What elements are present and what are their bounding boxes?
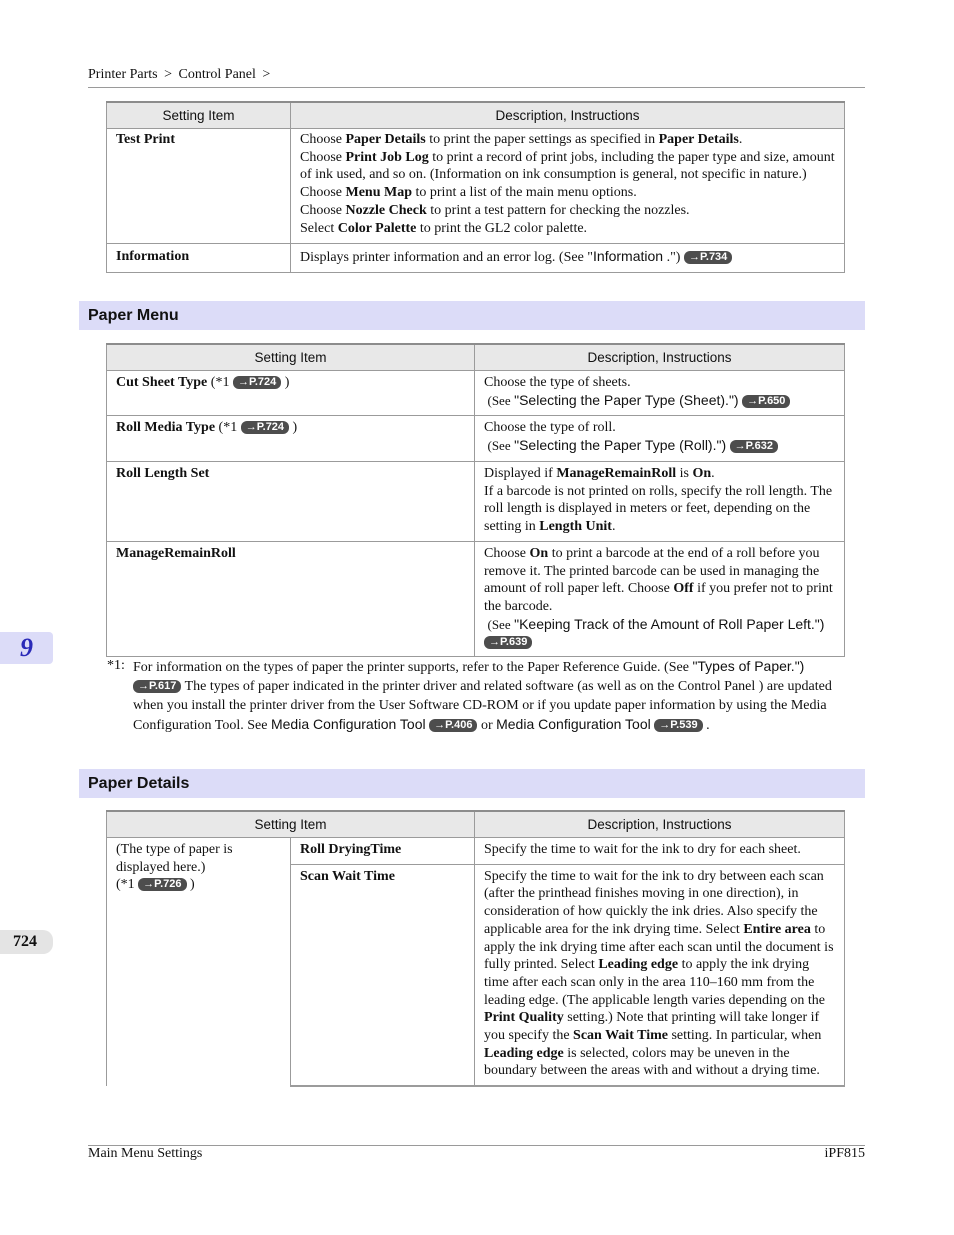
footer-section-title: Main Menu Settings (88, 1146, 203, 1161)
paper-menu-table (106, 343, 845, 657)
setting-description: Specify the time to wait for the ink to dry between each scan (after the printhead finishes moving in one direction), in consideration of how quickly the ink dries. Also specify the applicable area for the ink drying time. Select Entire area to apply the ink drying time after each scan until the document is fully printed. Select Leading edge to apply the ink drying time after each scan only in the area 110–160 mm from the leading edge. (The applicable length varies depending on the Print Quality setting.) Note that printing will take longer if you specify the Scan Wait Time setting. In particular, when Leading edge is selected, colors may be uneven in the boundary between the areas with and without a drying time. (475, 864, 845, 1086)
column-header: Setting Item (107, 344, 475, 371)
column-header: Description, Instructions (475, 811, 845, 838)
setting-item: Roll DryingTime (291, 838, 475, 865)
reference-link[interactable]: "Selecting the Paper Type (Sheet).") (514, 391, 739, 408)
setting-description: Specify the time to wait for the ink to dry for each sheet. (475, 838, 845, 865)
reference-link[interactable]: Information (593, 248, 664, 265)
page-reference-badge[interactable]: →P.632 (730, 440, 778, 453)
footer-divider (88, 1145, 865, 1146)
setting-item: Information (107, 244, 291, 273)
setting-description: Choose the type of roll. (See "Selecting the Paper Type (Roll).") →P.632 (475, 416, 845, 461)
column-header: Description, Instructions (475, 344, 845, 371)
table-header-row (107, 102, 845, 129)
table-row (107, 129, 845, 244)
setting-description (291, 129, 845, 244)
page-reference-badge[interactable]: →P.726 (138, 878, 186, 891)
header-divider (88, 87, 865, 88)
page-reference-badge[interactable]: →P.639 (484, 636, 532, 649)
breadcrumb-item[interactable]: Control Panel (178, 67, 256, 82)
setting-item: ManageRemainRoll (107, 541, 475, 656)
setting-item: Roll Media Type (*1 →P.724 ) (107, 416, 475, 461)
table-header-row (107, 811, 845, 838)
paper-details-table (106, 810, 845, 1087)
table-row (107, 838, 845, 865)
page-reference-badge[interactable]: →P.650 (742, 395, 790, 408)
description-line: Choose Nozzle Check to print a test pattern for checking the nozzles. (300, 202, 690, 218)
setting-item: Scan Wait Time (291, 864, 475, 1086)
footnote (107, 657, 847, 736)
setting-item: Cut Sheet Type (*1 →P.724 ) (107, 371, 475, 416)
chapter-tab[interactable]: 9 (0, 632, 53, 664)
description-line: Choose Print Job Log to print a record of print jobs, including the paper type and size, amount of ink used, and so on. (Information on ink consumption is general, not specific in nature.) (300, 149, 835, 183)
section-heading-paper-menu: Paper Menu (79, 301, 865, 330)
setting-description: Choose On to print a barcode at the end of a roll before you remove it. The printed barcode can be used in managing the amount of roll paper left. Choose Off if you prefer not to print the barcode. (See "Keeping Track of the Amount of Roll Paper Left.") →P.639 (475, 541, 845, 656)
paper-type-cell: (The type of paper is displayed here.) (*1 →P.726 ) (107, 838, 291, 1087)
breadcrumb (88, 67, 273, 83)
reference-link[interactable]: Media Configuration Tool (270, 716, 426, 733)
footnote-marker: *1: (107, 658, 125, 673)
breadcrumb-item[interactable]: Printer Parts (88, 67, 158, 82)
reference-link[interactable]: Media Configuration Tool (496, 716, 651, 733)
page-reference-badge[interactable]: →P.539 (654, 719, 702, 732)
description-line: Choose Menu Map to print a list of the main menu options. (300, 185, 637, 201)
column-header: Setting Item (107, 102, 291, 129)
table-row (107, 244, 845, 273)
reference-link[interactable]: "Keeping Track of the Amount of Roll Paper Left.") (514, 615, 825, 632)
description-line: Choose Paper Details to print the paper settings as specified in Paper Details. (300, 132, 743, 147)
reference-link[interactable]: "Selecting the Paper Type (Roll).") (514, 437, 727, 454)
settings-table (106, 101, 845, 273)
table-row (107, 461, 845, 541)
page-reference-badge[interactable]: →P.406 (429, 719, 477, 732)
breadcrumb-separator: > (164, 67, 173, 82)
description-line: Select Color Palette to print the GL2 color palette. (300, 220, 588, 236)
page-number-tab: 724 (0, 930, 53, 954)
reference-link[interactable]: "Types of Paper.") (692, 658, 805, 674)
column-header: Setting Item (107, 811, 475, 838)
page-reference-badge[interactable]: →P.724 (233, 376, 281, 389)
page-reference-badge[interactable]: →P.724 (241, 421, 289, 434)
section-heading-paper-details: Paper Details (79, 769, 865, 798)
page-reference-badge[interactable]: →P.734 (684, 251, 732, 264)
table-row (107, 541, 845, 656)
page-reference-badge[interactable]: →P.617 (133, 680, 181, 693)
table-row (107, 371, 845, 416)
setting-item: Roll Length Set (107, 461, 475, 541)
footer-model-name: iPF815 (824, 1146, 865, 1161)
breadcrumb-separator: > (262, 67, 271, 82)
table-row (107, 416, 845, 461)
setting-description: Displays printer information and an error log. (See "Information .") →P.734 (291, 244, 845, 273)
table-header-row (107, 344, 845, 371)
setting-item: Test Print (107, 129, 291, 244)
setting-description: Choose the type of sheets. (See "Selecting the Paper Type (Sheet).") →P.650 (475, 371, 845, 416)
column-header: Description, Instructions (291, 102, 845, 129)
setting-description: Displayed if ManageRemainRoll is On. If a barcode is not printed on rolls, specify the roll length. The roll length is displayed in meters or feet, depending on the setting in Length Unit. (475, 461, 845, 541)
footnote-text: For information on the types of paper the printer supports, refer to the Paper Reference Guide. (See "Types of Paper.") →P.617 The types of paper indicated in the printer driver and related software (as well as on the Control Panel ) are updated when you install the printer driver from the User Software CD-ROM or if you update paper information by using the Media Configuration Tool. See Media Configuration Tool →P.406 or Media Configuration Tool →P.539 . (133, 658, 832, 734)
